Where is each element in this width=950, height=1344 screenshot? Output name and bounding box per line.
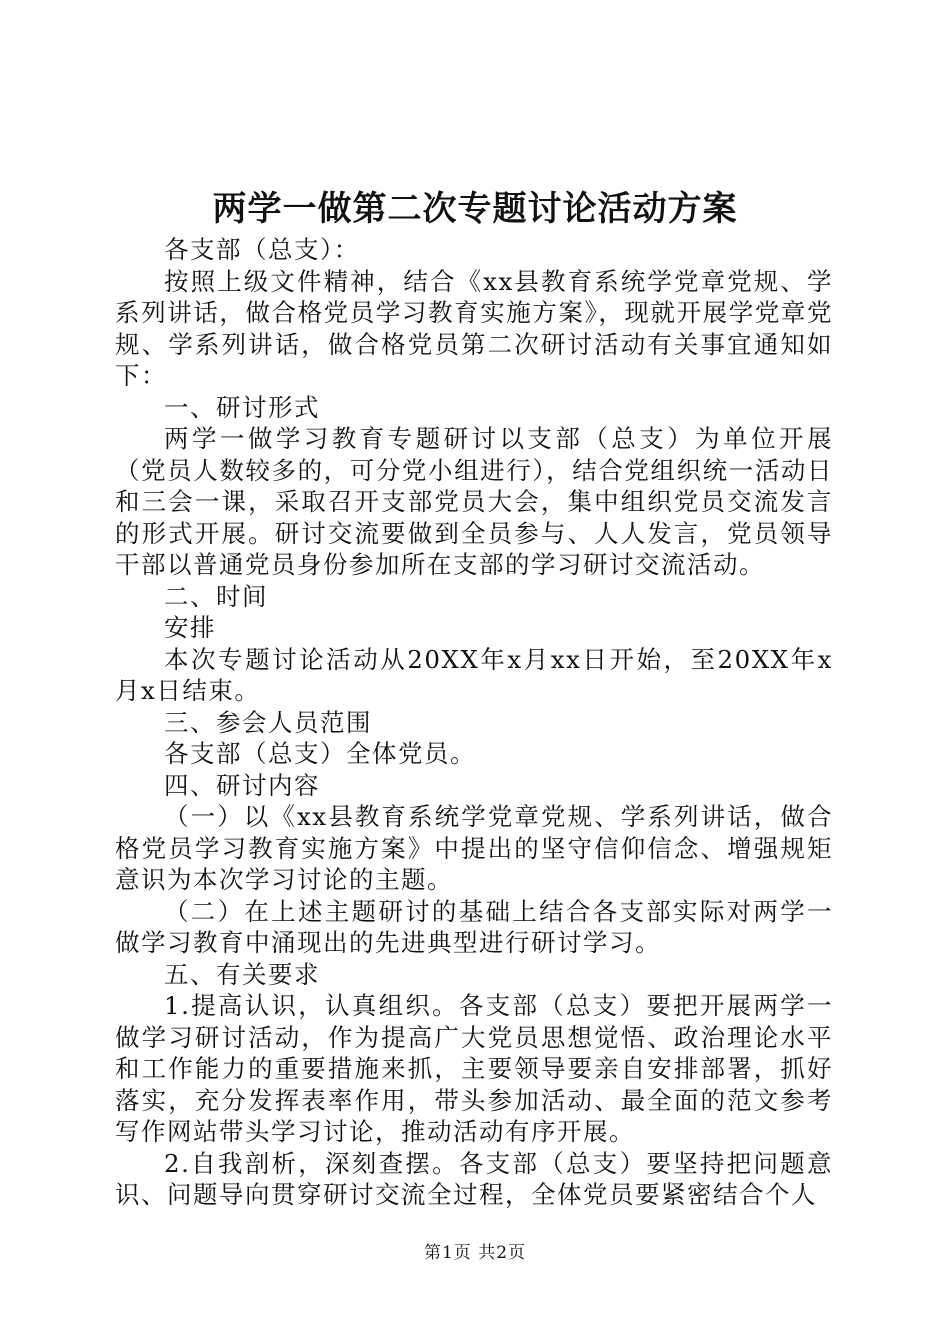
page-number-footer: 第1页 共2页 — [423, 1243, 527, 1263]
section-heading-participants: 三、参会人员范围 — [164, 707, 372, 737]
content-item-1: （一）以《xx县教育系统学党章党规、学系列讲话，做合格党员学习教育实施方案》中提出的坚守信仰信念、增强规矩意识为本次学习讨论的主题。 — [115, 802, 833, 894]
form-paragraph: 两学一做学习教育专题研讨以支部（总支）为单位开展（党员人数较多的，可分党小组进行），结合党组织统一活动日和三会一课，采取召开支部党员大会，集中组织党员交流发言的形式开展。研讨交流要做到全员参与、人人发言，党员领导干部以普通党员身份参加所在支部的学习研讨交流活动。 — [115, 424, 833, 579]
participants-paragraph: 各支部（总支）全体党员。 — [164, 739, 476, 768]
intro-paragraph: 按照上级文件精神，结合《xx县教育系统学党章党规、学系列讲话，做合格党员学习教育实施方案》，现就开展学党章党规、学系列讲话，做合格党员第二次研讨活动有关事宜通知如下： — [115, 266, 833, 390]
time-arrangement-label: 安排 — [164, 613, 216, 642]
section-heading-content: 四、研讨内容 — [164, 770, 320, 800]
salutation: 各支部（总支）： — [164, 235, 360, 264]
section-heading-time: 二、时间 — [164, 581, 268, 611]
document-title: 两学一做第二次专题讨论活动方案 — [212, 189, 738, 229]
section-heading-requirements: 五、有关要求 — [164, 959, 320, 989]
section-heading-form: 一、研讨形式 — [164, 392, 320, 422]
requirement-item-2: 2.自我剖析，深刻查摆。各支部（总支）要坚持把问题意识、问题导向贯穿研讨交流全过程，全体党员要紧密结合个人 — [115, 1148, 833, 1209]
content-item-2: （二）在上述主题研讨的基础上结合各支部实际对两学一做学习教育中涌现出的先进典型进行研讨学习。 — [115, 896, 833, 957]
document-body — [115, 234, 833, 1211]
requirement-item-1: 1.提高认识，认真组织。各支部（总支）要把开展两学一做学习研讨活动，作为提高广大党员思想觉悟、政治理论水平和工作能力的重要措施来抓，主要领导要亲自安排部署，抓好落实，充分发挥表率作用，带头参加活动、最全面的范文参考写作网站带头学习讨论，推动活动有序开展。 — [115, 991, 833, 1146]
time-paragraph: 本次专题讨论活动从20XX年x月xx日开始，至20XX年x月x日结束。 — [115, 644, 833, 705]
